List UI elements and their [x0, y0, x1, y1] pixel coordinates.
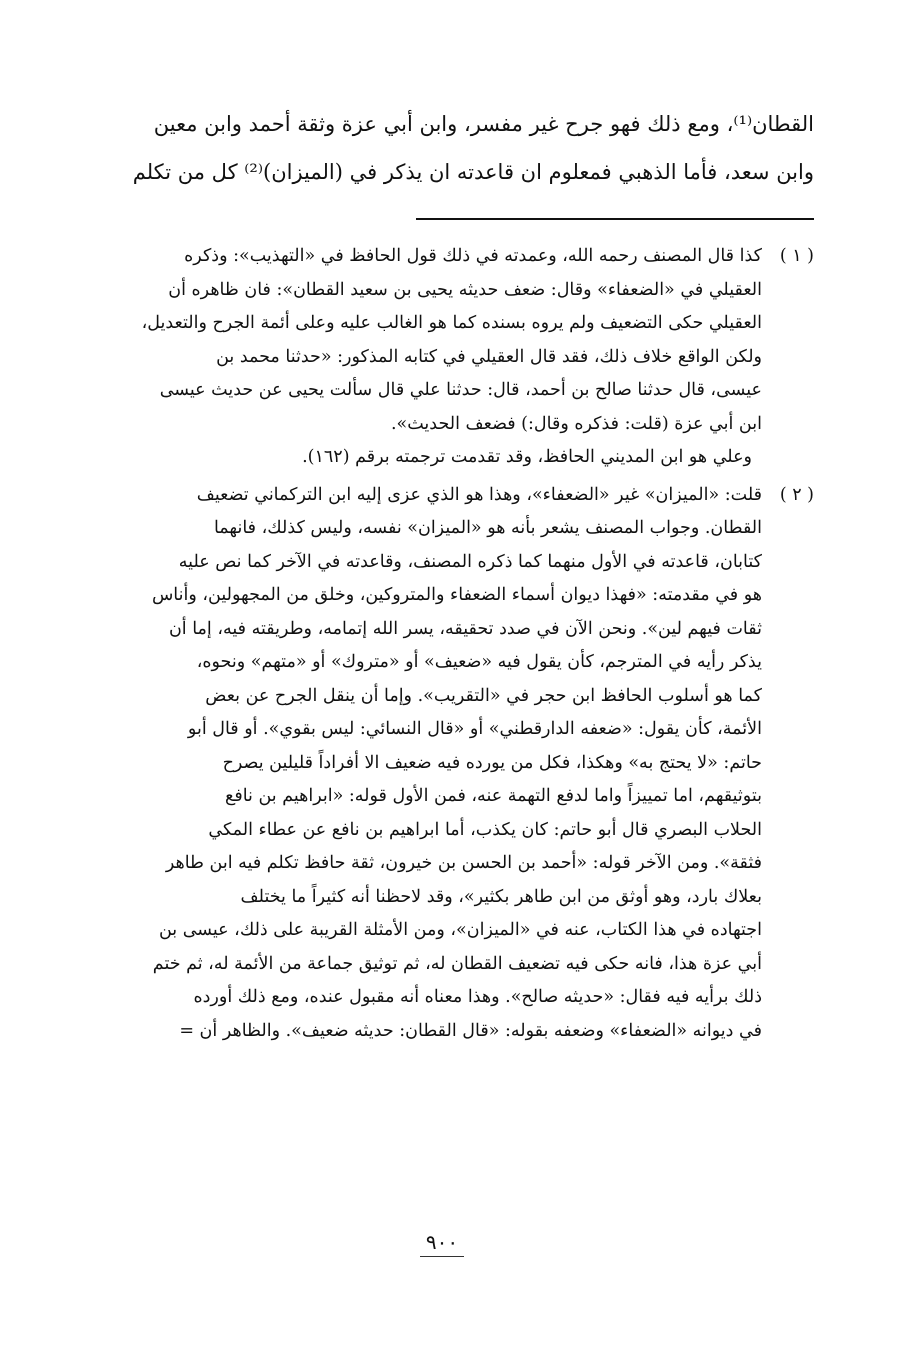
footnote-line: الحلاب البصري قال أبو حاتم: كان يكذب، أما ابراهيم بن نافع عن عطاء المكي: [208, 819, 762, 840]
footnote-line: عيسى، قال حدثنا صالح بن أحمد، قال: حدثنا علي قال سألت يحيى عن حديث عيسى: [159, 380, 762, 400]
main-text-line-2: وابن سعد، فأما الذهبي فمعلوم ان قاعدته ان يذكر في (الميزان)⁽²⁾ كل من تكلم: [132, 160, 814, 184]
footnote-line: القطان. وجواب المصنف يشعر بأنه هو «الميزان» نفسه، وليس كذلك، فانهما: [213, 518, 762, 538]
footnote-separator: [416, 218, 814, 220]
footnote-line: العقيلي حكى التضعيف ولم يروه بسنده كما هو الغالب عليه وعلى أئمة الجرح والتعديل،: [141, 313, 762, 333]
footnote-number: ( ٢ ): [779, 484, 814, 505]
footnote-1: [102, 240, 814, 475]
footnote-line: اجتهاده في هذا الكتاب، عنه في «الميزان»، ومن الأمثلة القريبة على ذلك، عيسى بن: [158, 920, 762, 940]
page-number-text: ٩٠٠: [420, 1230, 464, 1257]
main-text-line-1: القطان⁽¹⁾، ومع ذلك فهو جرح غير مفسر، وابن أبي عزة وثقة أحمد وابن معين: [153, 112, 814, 136]
footnote-line: بتوثيقهم، اما تمييزاً واما لدفع التهمة عنه، فمن الأول قوله: «ابراهيم بن نافع: [225, 786, 762, 806]
footnote-line: ثقات فيهم لين». ونحن الآن في صدد تحقيقه، يسر الله إتمامه، وطريقته فيه، إما أن: [168, 618, 762, 639]
footnote-line: يذكر رأيه في المترجم، كأن يقول فيه «ضعيف» أو «متروك» أو «متهم» ونحوه،: [196, 652, 762, 672]
footnote-line: كذا قال المصنف رحمه الله، وعمدته في ذلك قول الحافظ في «التهذيب»: وذكره: [184, 246, 762, 266]
footnote-line: وعلي هو ابن المديني الحافظ، وقد تقدمت ترجمته برقم (١٦٢).: [302, 447, 752, 467]
footnote-line: ولكن الواقع خلاف ذلك، فقد قال العقيلي في كتابه المذكور: «حدثنا محمد بن: [216, 346, 762, 367]
footnote-line: ذلك برأيه فيه فقال: «حديثه صالح». وهذا معناه أنه مقبول عنده، ومع ذلك أورده: [193, 987, 762, 1007]
page-number: [0, 1230, 884, 1257]
footnote-line: كما هو أسلوب الحافظ ابن حجر في «التقريب». وإما أن ينقل الجرح عن بعض: [205, 685, 762, 706]
footnote-line: العقيلي في «الضعفاء» وقال: ضعف حديثه يحيى بن سعيد القطان»: فان ظاهره أن: [168, 279, 762, 300]
footnote-line: حاتم: «لا يحتج به» وهكذا، فكل من يورده فيه ضعيف الا أفراداً قليلين يصرح: [222, 752, 762, 773]
footnote-line: فثقة». ومن الآخر قوله: «أحمد بن الحسن بن خيرون، ثقة حافظ تكلم فيه ابن طاهر: [165, 853, 762, 873]
footnote-number: ( ١ ): [779, 246, 814, 266]
footnote-line: بعلاك بارد، وهو أوثق من ابن طاهر بكثير»، وقد لاحظنا أنه كثيراً ما يختلف: [240, 886, 762, 907]
footnote-line: كتابان، قاعدته في الأول منهما كما ذكره المصنف، وقاعدته في الآخر كما نص عليه: [178, 551, 762, 572]
footnotes-block: [102, 240, 814, 1048]
footnote-line: الأئمة، كأن يقول: «ضعفه الدارقطني» أو «قال النسائي: ليس بقوي». أو قال أبو: [187, 719, 762, 739]
footnote-2: [102, 479, 814, 1049]
footnote-line: قلت: «الميزان» غير «الضعفاء»، وهذا هو الذي عزى إليه ابن التركماني تضعيف: [196, 484, 762, 505]
footnote-line: هو في مقدمته: «فهذا ديوان أسماء الضعفاء والمتروكين، وخلق من المجهولين، وأناس: [151, 585, 762, 605]
footnote-line: ابن أبي عزة (قلت: فذكره وقال:) فضعف الحديث».: [390, 413, 762, 434]
footnote-line: في ديوانه «الضعفاء» وضعفه بقوله: «قال القطان: حديثه ضعيف». والظاهر أن =: [179, 1020, 762, 1041]
footnote-line: أبي عزة هذا، فانه حكى فيه تضعيف القطان له، ثم توثيق جماعة من الأئمة له، ثم ختم: [152, 953, 762, 974]
main-text-block: [104, 100, 814, 196]
